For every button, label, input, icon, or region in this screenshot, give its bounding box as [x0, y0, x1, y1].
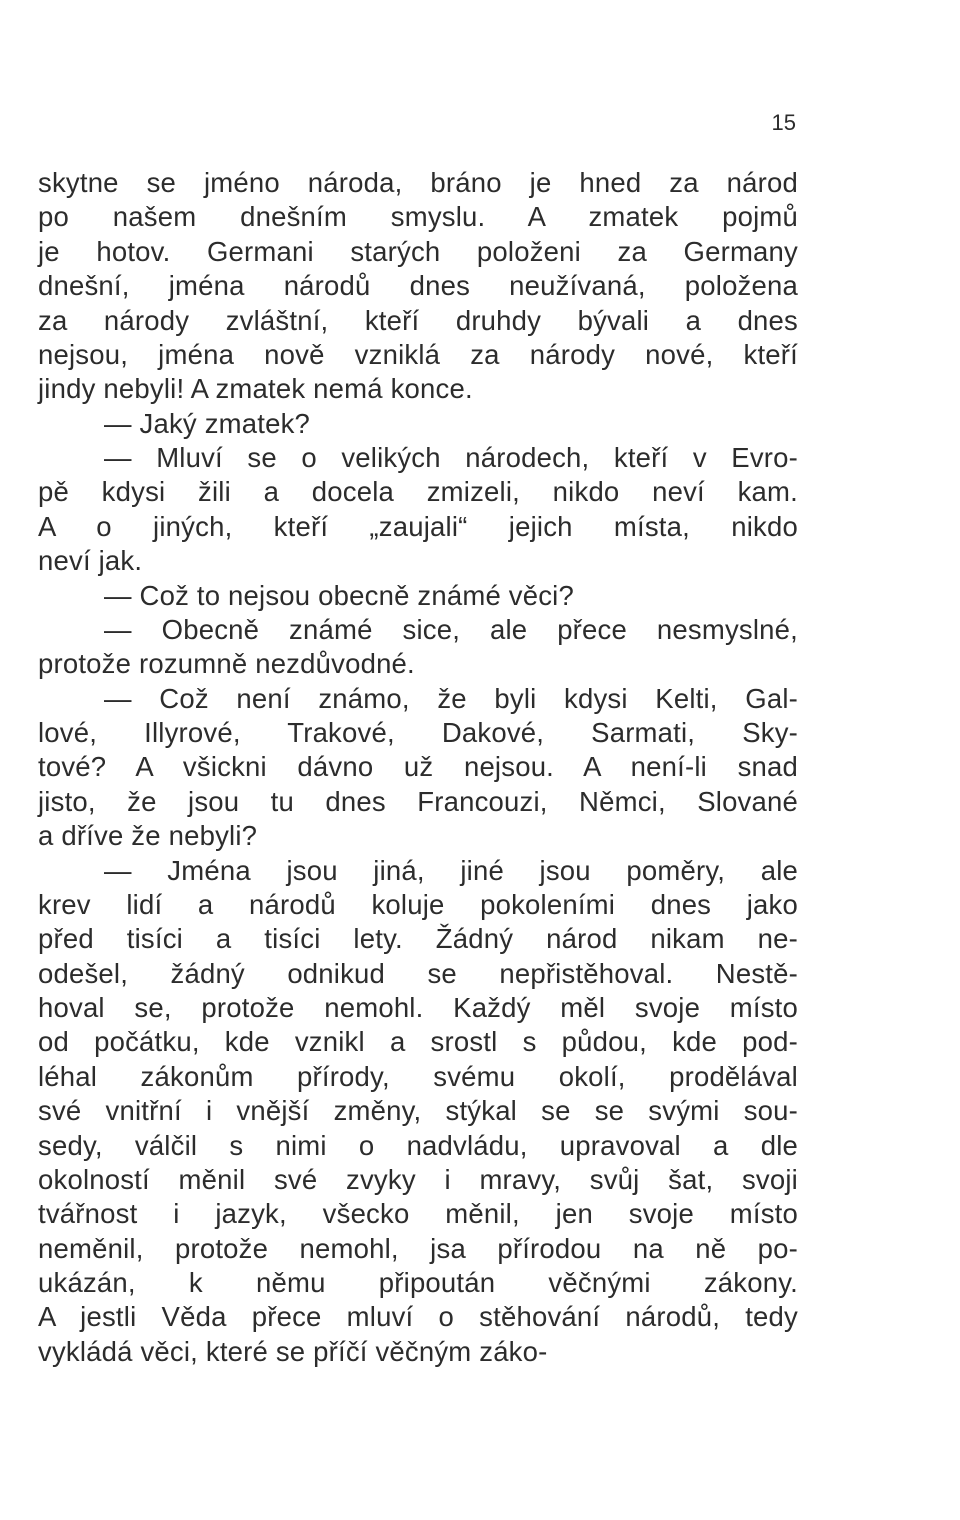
text-line: lové, Illyrové, Trakové, Dakové, Sarmati, Sky- [38, 717, 798, 748]
text-line: před tisíci a tisíci lety. Žádný národ nikam ne- [38, 923, 798, 955]
text-line: sedy, válčil s nimi o nadvládu, upravoval a dle [38, 1129, 798, 1161]
text-line: tové? A všickni dávno už nejsou. A není-li snad [38, 751, 798, 783]
text-line: hoval se, protože nemohl. Každý měl svoje místo [38, 992, 798, 1023]
text-line: A jestli Věda přece mluví o stěhování národů, tedy [38, 1301, 798, 1333]
text-line: jisto, že jsou tu dnes Francouzi, Němci, Slované [38, 785, 798, 817]
text-line: od počátku, kde vznikl a srostl s půdou, kde pod- [38, 1026, 798, 1058]
text-line: neměnil, protože nemohl, jsa přírodou na ně po- [38, 1232, 798, 1264]
text-line: vykládá věci, které se příčí věčným záko- [38, 1335, 548, 1367]
page-number: 15 [771, 110, 796, 135]
text-line: — Což není známo, že byli kdysi Kelti, Gal- [104, 682, 798, 714]
text-line: A o jiných, kteří „zaujali“ jejich místa, nikdo [38, 510, 798, 542]
text-line: — Jména jsou jiná, jiné jsou poměry, ale [104, 854, 798, 886]
text-line: — Jaký zmatek? [104, 407, 311, 439]
text-line: po našem dnešním smyslu. A zmatek pojmů [38, 201, 798, 233]
text-line: ukázán, k němu připoután věčnými zákony. [38, 1267, 798, 1298]
text-line: odešel, žádný odnikud se nepřistěhoval. Nestě- [38, 957, 798, 989]
text-line: krev lidí a národů koluje pokoleními dnes jako [38, 888, 798, 920]
text-line: neví jak. [38, 545, 143, 577]
text-line: — Mluví se o velikých národech, kteří v Evro- [104, 442, 798, 473]
text-line: — Což to nejsou obecně známé věci? [104, 579, 574, 611]
body-text [38, 166, 798, 1369]
text-line: za národy zvláštní, kteří druhdy bývali a dnes [38, 304, 798, 336]
text-line: je hotov. Germani starých položeni za Germany [38, 235, 798, 267]
text-line: — Obecně známé sice, ale přece nesmyslné, [104, 613, 798, 645]
text-line: své vnitřní i vnější změny, stýkal se se svými sou- [38, 1095, 798, 1127]
text-line: skytne se jméno národa, bráno je hned za národ [38, 167, 798, 198]
text-line: léhal zákonům přírody, svému okolí, prodělával [38, 1060, 798, 1092]
text-line: okolností měnil své zvyky i mravy, svůj šat, svoji [38, 1163, 798, 1195]
text-line: nejsou, jména nově vzniklá za národy nové, kteří [38, 338, 798, 370]
text-line: protože rozumně nezdůvodné. [38, 648, 415, 680]
text-line: a dříve že nebyli? [38, 820, 258, 852]
text-line: tvářnost i jazyk, všecko měnil, jen svoje místo [38, 1198, 798, 1230]
text-line: pě kdysi žili a docela zmizeli, nikdo neví kam. [38, 476, 798, 508]
text-line: jindy nebyli! A zmatek nemá konce. [38, 373, 473, 405]
text-line: dnešní, jména národů dnes neužívaná, položena [38, 270, 798, 302]
